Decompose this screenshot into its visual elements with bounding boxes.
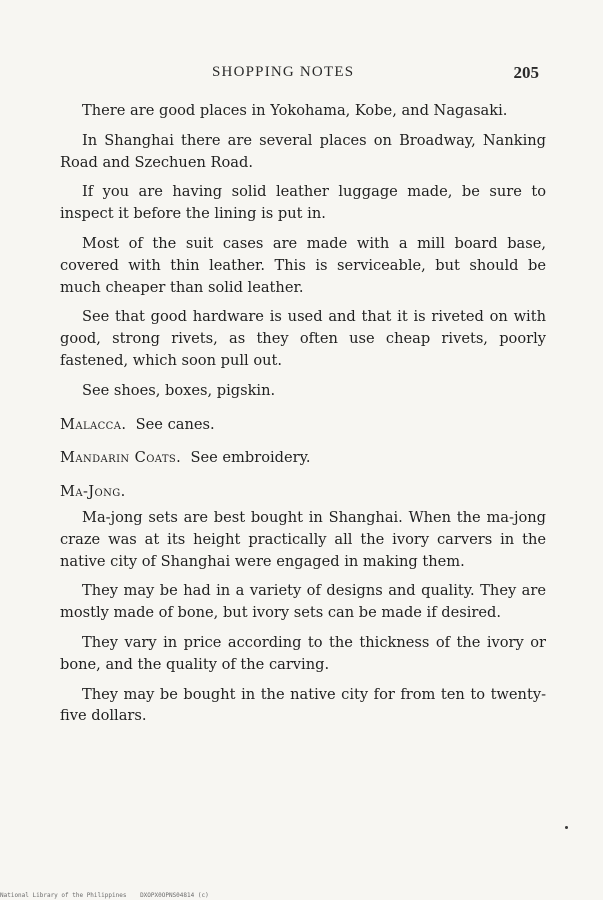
paragraph: Most of the suit cases are made with a mill board base, covered with thin leather. This is serviceable, but should be much cheaper than solid leather. <box>60 234 546 296</box>
paragraph-see-also: See shoes, boxes, pigskin. <box>82 381 276 399</box>
paragraph: They may be had in a variety of designs and quality. They are mostly made of bone, but ivory sets can be made if desired. <box>60 582 546 622</box>
paragraph: There are good places in Yokohama, Kobe, and Nagasaki. <box>82 102 508 119</box>
running-title: SHOPPING NOTES <box>212 64 355 80</box>
paragraph: They vary in price according to the thickness of the ivory or bone, and the quality of the carving. <box>60 633 546 673</box>
body-text <box>60 100 546 735</box>
running-head <box>60 64 539 86</box>
paragraph: If you are having solid leather luggage made, be sure to inspect it before the lining is put in. <box>60 183 546 223</box>
footer-library: National Library of the Philippines <box>0 892 127 899</box>
paragraph: Ma-jong sets are best bought in Shanghai. When the ma-jong craze was at its height practically all the ivory carvers in the native city of Shanghai were engaged in making them. <box>60 508 546 570</box>
paragraph: See that good hardware is used and that it is riveted on with good, strong rivets, as they often use cheap rivets, poorly fastened, which soon pull out. <box>60 308 546 369</box>
entry-head-word: Mandarin Coats. <box>60 449 182 467</box>
entry-head-word: Ma-Jong. <box>60 483 126 501</box>
entry-ma-jong <box>60 481 546 503</box>
entry-mandarin-coats <box>60 447 546 469</box>
paragraph: In Shanghai there are several places on Broadway, Nanking Road and Szechuen Road. <box>60 131 546 171</box>
scan-footer <box>0 892 209 899</box>
entry-text: See embroidery. <box>190 449 311 467</box>
footer-code: DXOPX0OPNS04814 (c) <box>140 892 209 899</box>
entry-text: See canes. <box>135 415 215 433</box>
page-number: 205 <box>513 63 539 82</box>
paragraph: They may be bought in the native city for from ten to twenty-five dollars. <box>60 685 546 725</box>
entry-head-word: Malacca. <box>60 415 127 433</box>
ink-speck <box>565 826 568 829</box>
entry-malacca <box>60 414 546 436</box>
